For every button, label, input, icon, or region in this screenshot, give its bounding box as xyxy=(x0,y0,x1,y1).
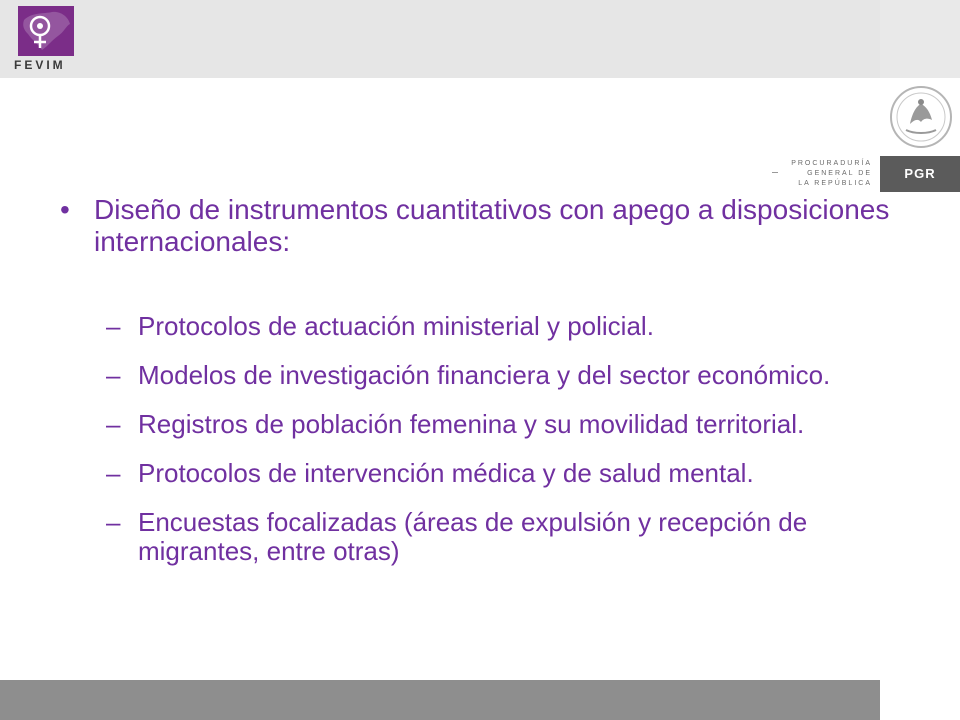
pgr-divider xyxy=(772,172,778,173)
fevim-logo xyxy=(18,6,74,56)
logo-text: FEVIM xyxy=(14,58,66,72)
list-item-text: Protocolos de intervención médica y de salud mental. xyxy=(138,458,754,488)
main-bullet-text: Diseño de instrumentos cuantitativos con apego a disposiciones internacionales: xyxy=(94,194,890,257)
slide-body xyxy=(60,194,894,586)
pgr-full-name xyxy=(786,159,872,189)
list-item xyxy=(60,508,838,566)
fevim-emblem-icon xyxy=(18,6,74,56)
mexico-seal xyxy=(888,84,954,150)
national-seal-icon xyxy=(888,84,954,150)
dash-mark: – xyxy=(106,458,121,488)
header-band xyxy=(0,0,880,78)
right-strip-top xyxy=(880,0,960,78)
list-item xyxy=(60,459,838,488)
main-bullet xyxy=(60,194,894,258)
list-item-text: Protocolos de actuación ministerial y policial. xyxy=(138,311,654,341)
dash-mark: – xyxy=(106,507,121,537)
list-item-text: Modelos de investigación financiera y del sector económico. xyxy=(138,360,831,390)
footer-band xyxy=(0,680,880,720)
bullet-mark: • xyxy=(60,194,70,225)
dash-mark: – xyxy=(106,360,121,390)
dash-mark: – xyxy=(106,409,121,439)
dash-mark: – xyxy=(106,311,121,341)
pgr-name-line: GENERAL DE xyxy=(807,170,872,177)
list-item-text: Encuestas focalizadas (áreas de expulsión y recepción de migrantes, entre otras) xyxy=(138,507,808,566)
pgr-name-line: LA REPÚBLICA xyxy=(798,180,872,187)
sub-bullet-list xyxy=(60,312,894,566)
list-item xyxy=(60,361,838,390)
pgr-name-line: PROCURADURÍA xyxy=(791,160,872,167)
list-item-text: Registros de población femenina y su movilidad territorial. xyxy=(138,409,805,439)
list-item xyxy=(60,312,838,341)
list-item xyxy=(60,410,838,439)
pgr-badge: PGR xyxy=(880,156,960,192)
